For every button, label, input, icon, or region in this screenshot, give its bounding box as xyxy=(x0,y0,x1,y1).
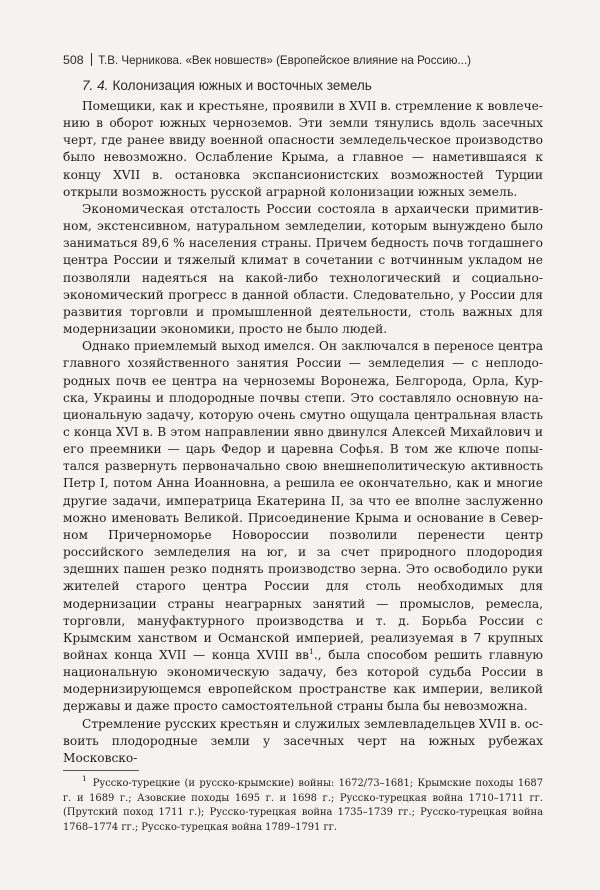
paragraph: Помещики, как и крестьяне, проявили в XVII в. стремление к вовлечению в оборот южных черноземов. Эти земли тянулись вдоль засечных черт, где ранее ввиду военной опасности земледельческое производство было невозможно. Ослабление Крыма, а главное — наметившаяся к концу XVII в. остановка экспансионистских возможностей Турции открыли возможность русской аграрной колонизации южных земель. xyxy=(63,99,543,199)
paragraph xyxy=(63,338,543,715)
footnote-paragraph xyxy=(63,774,543,835)
footnote-text: Русско-турецкие (и русско-крымские) войны: 1672/73–1681; Крымские походы 1687 г. и 1689 г.; Азовские походы 1695 г. и 1698 г.; Русско-турецкая война 1710–1711 гг. (Прутский поход 1711 г.); Русско-турецкая война 1735–1739 гг.; Русско-турецкая война 1768–1774 гг.; Русско-турецкая война 1789–1791 гг. xyxy=(63,778,543,833)
footnote-reference: 1 xyxy=(309,647,314,656)
paragraph: Стремление русских крестьян и служилых землевладельцев XVII в. освоить плодородные земли у засечных черт на южных рубежах Московско- xyxy=(63,716,543,765)
body-text xyxy=(63,98,543,767)
paragraph-text: Однако приемлемый выход имелся. Он заключался в переносе центра главного хозяйственного занятия России — земледелия — с неплодородных почв ее центра на черноземы Воронежа, Белгорода, Орла, Курска, Украины и плодородные почвы степи. Это составляло основную национальную задачу, которую очень смутно ощущала центральная власть с конца XVI в. В этом направлении явно двинулся Алексей Михайлович и его преемники — царь Федор и царевна Софья. В том же ключе попытался развернуть первоначально свою внешнеполитическую активность Петр I, потом Анна Иоанновна, а решила ее окончательно, как и многие другие задачи, императрица Екатерина II, за что ее вполне заслуженно можно именовать Великой. Присоединение Крыма и основание в Северном Причерноморье Новороссии позволили перенести центр российского земледелия на юг, и за счет природного плодородия здешних пашен резко поднять производство зерна. Это освободило руки жителей старого центра России для столь необходимых для модернизации страны неаграрных занятий — промыслов, ремесла, торговли, мануфактурного производства и т. д. Борьба России с Крымским ханством и Османской империей, реализуемая в 7 крупных войнах конца XVII — конца XVIII вв xyxy=(63,339,543,662)
header-separator xyxy=(91,53,93,66)
page-number: 508 xyxy=(63,53,84,67)
section-number: 7. 4. xyxy=(82,78,109,93)
footnote xyxy=(63,774,543,835)
running-title: Т.В. Черникова. «Век новшеств» (Европейское влияние на Россию...) xyxy=(98,54,472,67)
section-title: Колонизация южных и восточных земель xyxy=(112,78,372,93)
paragraph-text-continued: ., была способом решить главную национальную экономическую задачу, без которой судьба России в модернизирующемся европейском пространстве как империи, великой державы и даже просто самостоятельной страны была бы невозможна. xyxy=(63,648,543,714)
section-heading xyxy=(82,78,372,93)
paragraph: Экономическая отсталость России состояла в архаически примитивном, экстенсивном, натуральном земледелии, которым вынуждено было заниматься 89,6 % населения страны. Причем бедность почв тогдашнего центра России и тяжелый климат в сочетании с вотчинным укладом не позволяли надеяться на какой-либо технологический и социально-экономический прогресс в данной области. Следовательно, у России для развития торговли и промышленной деятельности, столь важных для модернизации экономики, просто не было людей. xyxy=(63,201,543,337)
footnote-marker: 1 xyxy=(82,774,87,783)
running-head xyxy=(63,53,543,67)
footnote-divider xyxy=(63,770,139,771)
